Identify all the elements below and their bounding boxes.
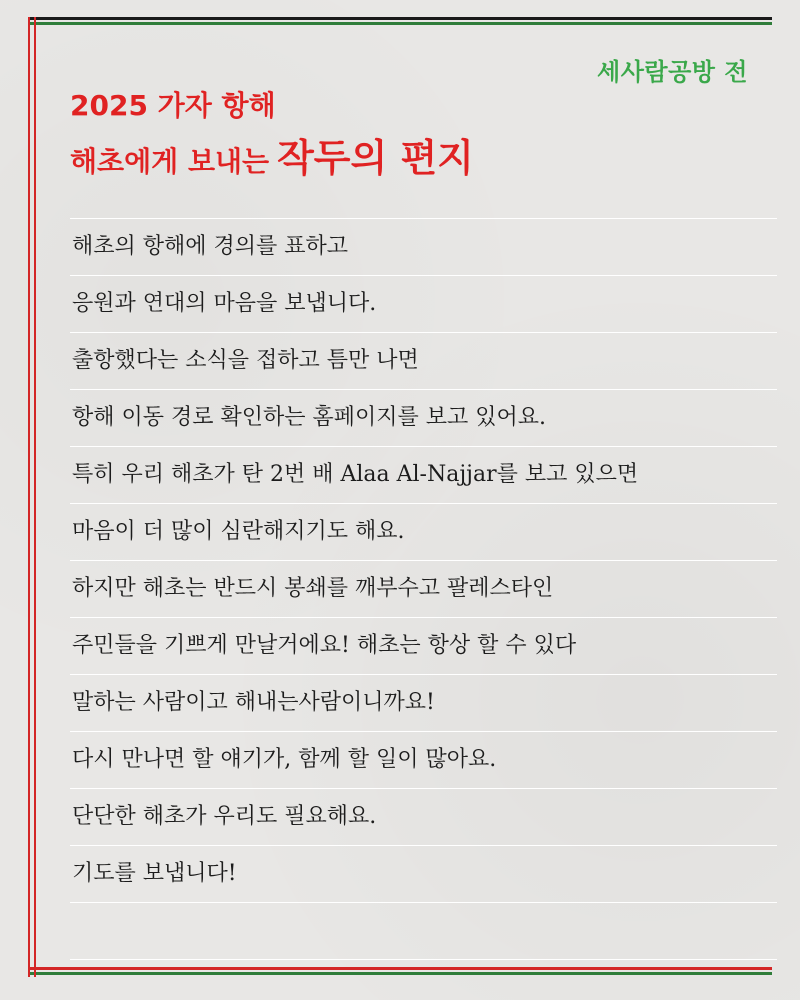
brand-logo: 세사람공방 전 — [597, 58, 748, 86]
top-border-green — [28, 22, 772, 25]
letter-line: 말하는 사람이고 해내는사람이니까요! — [70, 675, 777, 732]
title-line-1: 2025 가자 항해 — [70, 89, 276, 122]
top-border-black — [28, 17, 772, 20]
letter-line: 단단한 해초가 우리도 필요해요. — [70, 789, 777, 846]
letter-line: 하지만 해초는 반드시 봉쇄를 깨부수고 팔레스타인 — [70, 561, 777, 618]
letter-line: 응원과 연대의 마음을 보냅니다. — [70, 276, 777, 333]
letter-title — [70, 86, 474, 186]
bottom-border-red — [28, 967, 772, 970]
letter-line: 다시 만나면 할 얘기가, 함께 할 일이 많아요. — [70, 732, 777, 789]
left-margin-line — [28, 17, 30, 977]
letter-line: 기도를 보냅니다! — [70, 846, 777, 903]
letter-line: 출항했다는 소식을 접하고 틈만 나면 — [70, 333, 777, 390]
letter-body — [70, 218, 777, 960]
bottom-border-green — [28, 972, 772, 975]
letter-line: 특히 우리 해초가 탄 2번 배 Alaa Al-Najjar를 보고 있으면 — [70, 447, 777, 504]
letter-line-blank — [70, 903, 777, 960]
title-line-2-prefix: 해초에게 보내는 — [70, 145, 270, 178]
letter-line: 항해 이동 경로 확인하는 홈페이지를 보고 있어요. — [70, 390, 777, 447]
title-emphasis: 작두의 편지 — [277, 136, 474, 180]
letter-line: 주민들을 기쁘게 만날거에요! 해초는 항상 할 수 있다 — [70, 618, 777, 675]
left-margin-line-inner — [34, 17, 36, 977]
title-line-2 — [70, 134, 474, 186]
letter-line: 해초의 항해에 경의를 표하고 — [70, 219, 777, 276]
letter-line: 마음이 더 많이 심란해지기도 해요. — [70, 504, 777, 561]
